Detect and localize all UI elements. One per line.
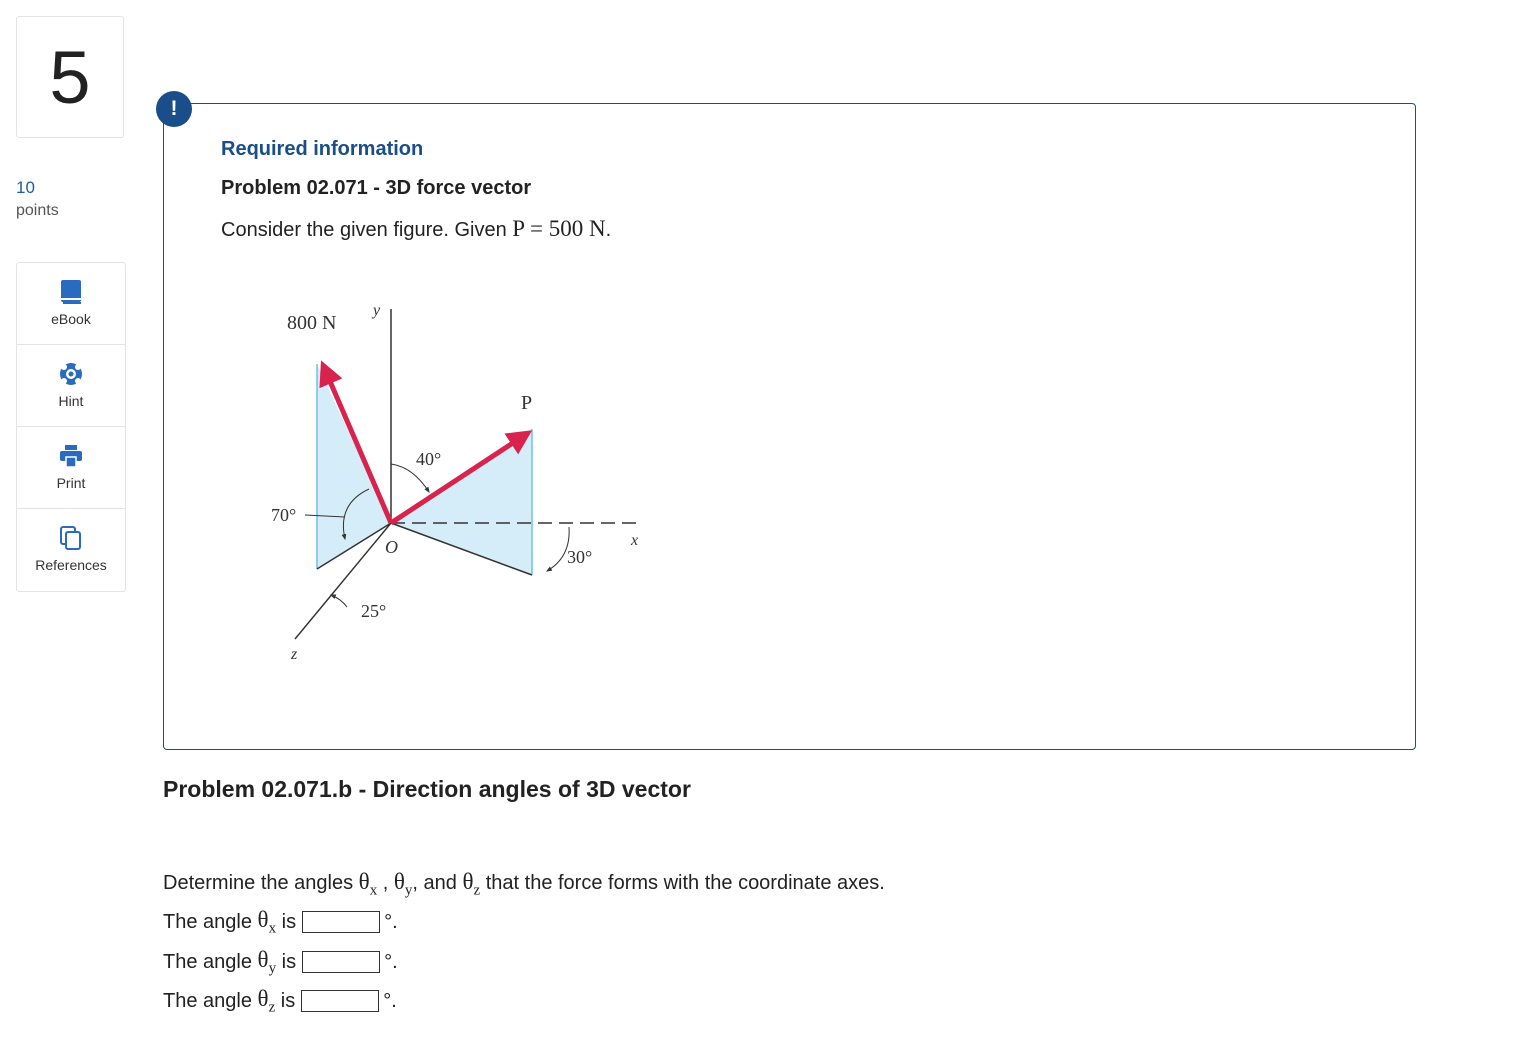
prompt-and: , and bbox=[412, 872, 463, 894]
prompt-start: Determine the angles bbox=[163, 872, 359, 894]
book-icon bbox=[58, 279, 84, 305]
part-b-prompt bbox=[163, 869, 885, 900]
label-40: 40° bbox=[416, 449, 442, 469]
problem-title: Problem 02.071 - 3D force vector bbox=[221, 177, 532, 199]
answer-prefix: The angle bbox=[163, 989, 252, 1012]
label-x: x bbox=[631, 532, 639, 549]
label-y: y bbox=[373, 302, 381, 319]
references-label: References bbox=[35, 557, 107, 573]
theta-x-symbol: $\theta_x$ bbox=[358, 869, 378, 899]
statement-text: Consider the given figure. Given bbox=[221, 219, 513, 241]
answer-is: is bbox=[281, 910, 297, 933]
degree-unit: °. bbox=[384, 910, 398, 933]
answer-prefix: The angle bbox=[163, 950, 252, 973]
alert-icon: ! bbox=[156, 91, 192, 127]
tools-panel bbox=[16, 262, 126, 592]
prompt-end: that the force forms with the coordinate axes. bbox=[480, 872, 885, 894]
answer-is: is bbox=[281, 950, 297, 973]
required-info-heading: Required information bbox=[221, 138, 424, 160]
plane-p bbox=[391, 429, 532, 575]
angle-arc-25 bbox=[331, 595, 347, 607]
label-25: 25° bbox=[361, 601, 387, 621]
label-p: P bbox=[521, 392, 533, 414]
given-value: P = 500 N bbox=[512, 216, 606, 241]
printer-icon bbox=[58, 443, 84, 469]
hint-label: Hint bbox=[58, 393, 84, 409]
label-800n: 800 N bbox=[287, 312, 337, 334]
question-number: 5 bbox=[16, 16, 124, 138]
label-30: 30° bbox=[567, 547, 593, 567]
theta-z-input[interactable] bbox=[301, 990, 379, 1012]
print-button[interactable] bbox=[17, 427, 125, 509]
degree-unit: °. bbox=[384, 950, 398, 973]
theta-y-input[interactable] bbox=[302, 951, 380, 973]
label-z: z bbox=[291, 646, 298, 663]
answer-prefix: The angle bbox=[163, 910, 252, 933]
angle-arc-30 bbox=[547, 527, 569, 571]
theta-x-label: $\theta_x$ bbox=[257, 906, 277, 937]
prompt-comma: , bbox=[382, 872, 389, 894]
references-button[interactable] bbox=[17, 509, 125, 591]
theta-x-input[interactable] bbox=[302, 911, 380, 933]
lifebuoy-icon bbox=[58, 361, 84, 387]
hint-button[interactable] bbox=[17, 345, 125, 427]
force-figure bbox=[271, 299, 701, 669]
theta-y-symbol: $\theta_y$ bbox=[393, 869, 413, 899]
ebook-label: eBook bbox=[51, 311, 91, 327]
problem-statement bbox=[221, 216, 611, 242]
points-value: 10 bbox=[16, 178, 35, 197]
print-label: Print bbox=[56, 475, 86, 491]
plane-800n bbox=[317, 364, 391, 569]
answer-is: is bbox=[280, 989, 296, 1012]
ebook-button[interactable] bbox=[17, 263, 125, 345]
degree-unit: °. bbox=[383, 989, 397, 1012]
theta-z-symbol: $\theta_z$ bbox=[462, 869, 481, 899]
answer-row-theta-z bbox=[163, 986, 397, 1016]
label-o: O bbox=[385, 537, 398, 557]
part-b-title: Problem 02.071.b - Direction angles of 3D vector bbox=[163, 776, 691, 802]
label-70: 70° bbox=[271, 505, 297, 525]
theta-y-label: $\theta_y$ bbox=[257, 946, 277, 977]
answer-row-theta-x bbox=[163, 907, 398, 937]
required-info-box bbox=[163, 103, 1416, 750]
theta-z-label: $\theta_z$ bbox=[257, 985, 276, 1016]
points-label: points bbox=[16, 202, 59, 219]
answer-row-theta-y bbox=[163, 947, 398, 977]
statement-end: . bbox=[605, 219, 612, 241]
copy-icon bbox=[58, 525, 84, 551]
